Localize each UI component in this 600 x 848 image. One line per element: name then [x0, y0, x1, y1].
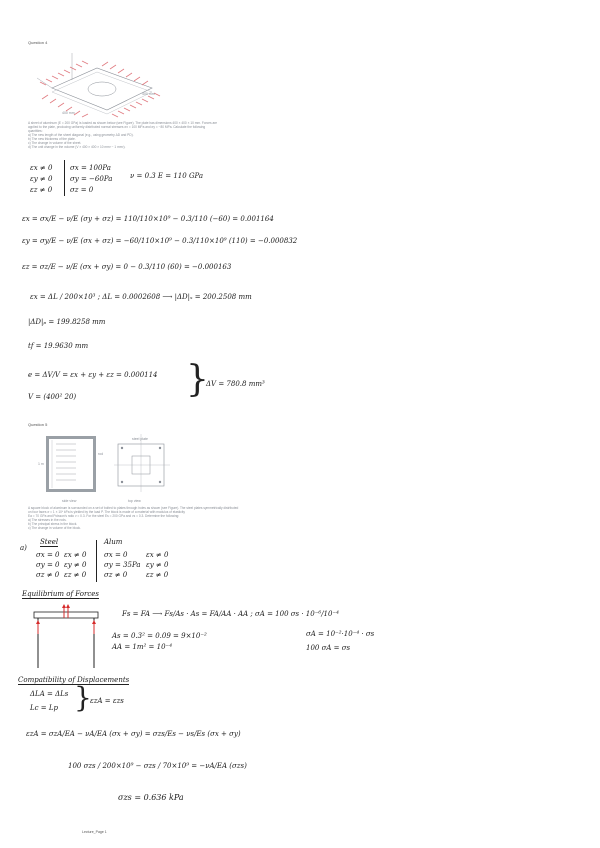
prompt-line: A sheet of aluminum (E = 200 GPa) is loaded as shown below (see Figure). The plate has dimensions 400 × 400 × 10 mm. Forces are	[28, 121, 218, 125]
label-dimension: 1 m	[38, 462, 44, 466]
label-rod: rod	[98, 452, 104, 456]
steel-heading: Steel	[40, 538, 59, 546]
alum-heading: Alum	[104, 538, 123, 546]
equilibrium-equation: Fs = FA ⟶ Fs/As · As = FA/AA · AA ; σA = 100 σs · 10⁻⁶/10⁻⁴	[122, 610, 339, 618]
dim-bottom: 400 mm	[62, 111, 75, 115]
given-line: σz = 0	[70, 186, 94, 194]
prompt-line: b) The principal stress in the block.	[28, 522, 78, 526]
plate-figure	[32, 48, 162, 118]
given-line: σy = −60Pa	[70, 175, 113, 183]
solved-equation: 100 σzs / 200×10⁹ − σzs / 70×10⁹ = −νA/EA (σzs)	[68, 762, 247, 770]
volume-equation: V = (400² 20)	[28, 393, 77, 401]
thickness-result: tf = 19.9630 mm	[28, 342, 89, 350]
state-line: εz ≠ 0	[64, 571, 87, 579]
page-footer: Lecture_Page 1	[82, 830, 107, 834]
prompt-line: a) The new length of the sheet diagonal (e.g., using geometry ΔD and PD).	[28, 133, 134, 137]
divider	[96, 540, 97, 582]
question-4-prompt	[28, 121, 217, 149]
given-strains	[30, 163, 52, 196]
question-4-label: Question 4	[28, 40, 48, 45]
given-stresses	[70, 163, 112, 196]
alum-stresses	[104, 550, 141, 580]
prompt-line: quantities:	[28, 129, 43, 133]
state-line: σy = 35Pa	[104, 561, 141, 569]
prompt-line: on four faces σ = 1 × 10⁶ kPa is yielded by the load P. The block is made of a material with modulus of elasticity	[28, 510, 185, 514]
steel-stresses	[36, 550, 60, 580]
state-line: εy ≠ 0	[64, 561, 87, 569]
state-line: σz ≠ 0	[36, 571, 60, 579]
given-line: εx ≠ 0	[30, 164, 53, 172]
question-5-label: Question 5	[28, 422, 48, 427]
brace: }	[74, 681, 92, 714]
state-line: εy ≠ 0	[146, 561, 169, 569]
alum-strains	[146, 550, 168, 580]
compatibility-heading: Compatibility of Displacements	[18, 676, 130, 684]
question-5-prompt	[28, 506, 238, 530]
dim-right: 400 mm	[142, 92, 155, 96]
diagonal-length-equation: εx = ΔL / 200×10³ ; ΔL = 0.0002608 ⟶ |ΔD|ₓ = 200.2508 mm	[30, 293, 252, 301]
label-steel-plate: steel plate	[132, 437, 148, 441]
strain-equality: εzA = εzs	[90, 697, 124, 705]
state-line: σy = 0	[36, 561, 60, 569]
area-alum: AA = 1m² = 10⁻⁴	[112, 643, 173, 651]
area-steel: As = 0.3² = 0.09 = 9×10⁻²	[112, 632, 207, 640]
state-line: εz ≠ 0	[146, 571, 169, 579]
volume-change-result: ΔV = 780.8 mm³	[206, 380, 265, 388]
compatibility-equation: εzA = σzA/EA − νA/EA (σx + σy) = σzs/Es − νs/Es (σx + σy)	[26, 730, 241, 738]
state-line: σx = 0	[36, 551, 60, 559]
caption-top-view: top view	[128, 499, 141, 503]
prompt-line: b) The new thickness of the plate.	[28, 137, 76, 141]
given-line: εz ≠ 0	[30, 186, 53, 194]
stress-relation: σA = 10⁻²·10⁻⁴ · σs	[306, 630, 375, 638]
equilibrium-heading: Equilibrium of Forces	[22, 590, 99, 598]
strain-z-equation: εz = σz/E − ν/E (σx + σy) = 0 − 0.3/110 (60) = −0.000163	[22, 263, 232, 271]
diagonal-result: |ΔD|ₚ = 199.8258 mm	[28, 318, 106, 326]
state-line: εx ≠ 0	[146, 551, 169, 559]
strain-y-equation: εy = σy/E − ν/E (σx + σz) = −60/110×10⁹ − 0.3/110×10⁹ (110) = −0.000832	[22, 237, 298, 245]
brace: }	[186, 359, 209, 400]
length-equality: Lc = Lp	[30, 704, 59, 712]
prompt-line: c) The change in volume of the block.	[28, 526, 81, 530]
caption-side-view: side view	[62, 499, 77, 503]
volume-strain-equation: e = ΔV/V = εx + εy + εz = 0.000114	[28, 371, 158, 379]
block-figure	[36, 430, 176, 498]
displacement-equality: ΔLA = ΔLs	[30, 690, 69, 698]
state-line: εx ≠ 0	[64, 551, 87, 559]
strain-x-equation: εx = σx/E − ν/E (σy + σz) = 110/110×10⁹ − 0.3/110 (−60) = 0.001164	[22, 215, 274, 223]
given-line: εy ≠ 0	[30, 175, 53, 183]
final-result: σzs = 0.636 kPa	[118, 793, 184, 802]
part-a-label: a)	[20, 544, 27, 552]
stress-relation-simplified: 100 σA = σs	[306, 644, 351, 652]
given-line: σx = 100Pa	[70, 164, 111, 172]
free-body-diagram	[30, 604, 102, 670]
state-line: σz ≠ 0	[104, 571, 128, 579]
prompt-line: c) The change in volume of the sheet.	[28, 141, 82, 145]
prompt-line: a) The stresses in the rods.	[28, 518, 67, 522]
prompt-line: d) The unit change in the volume (V × 400 × 400 × 10 mm³ − 1 mm³).	[28, 145, 126, 149]
steel-strains	[64, 550, 86, 580]
divider	[64, 160, 65, 196]
material-constants: ν = 0.3 E = 110 GPa	[130, 172, 204, 180]
state-line: σx = 0	[104, 551, 128, 559]
prompt-line: Ea = 70 GPa and Poisson's ratio ν = 0.3. For the steel Es = 200 GPa and νs = 0.3. Determine the following:	[28, 514, 180, 518]
prompt-line: A square block of aluminum is surrounded on a set of bolted to plates through holes as shown (see Figure). The steel plates symmetrically distributed	[28, 506, 239, 510]
prompt-line: applied to the plate, producing uniformly distributed normal stresses σx = 100 MPa and σy = −80 MPa. Calculate the following	[28, 125, 206, 129]
